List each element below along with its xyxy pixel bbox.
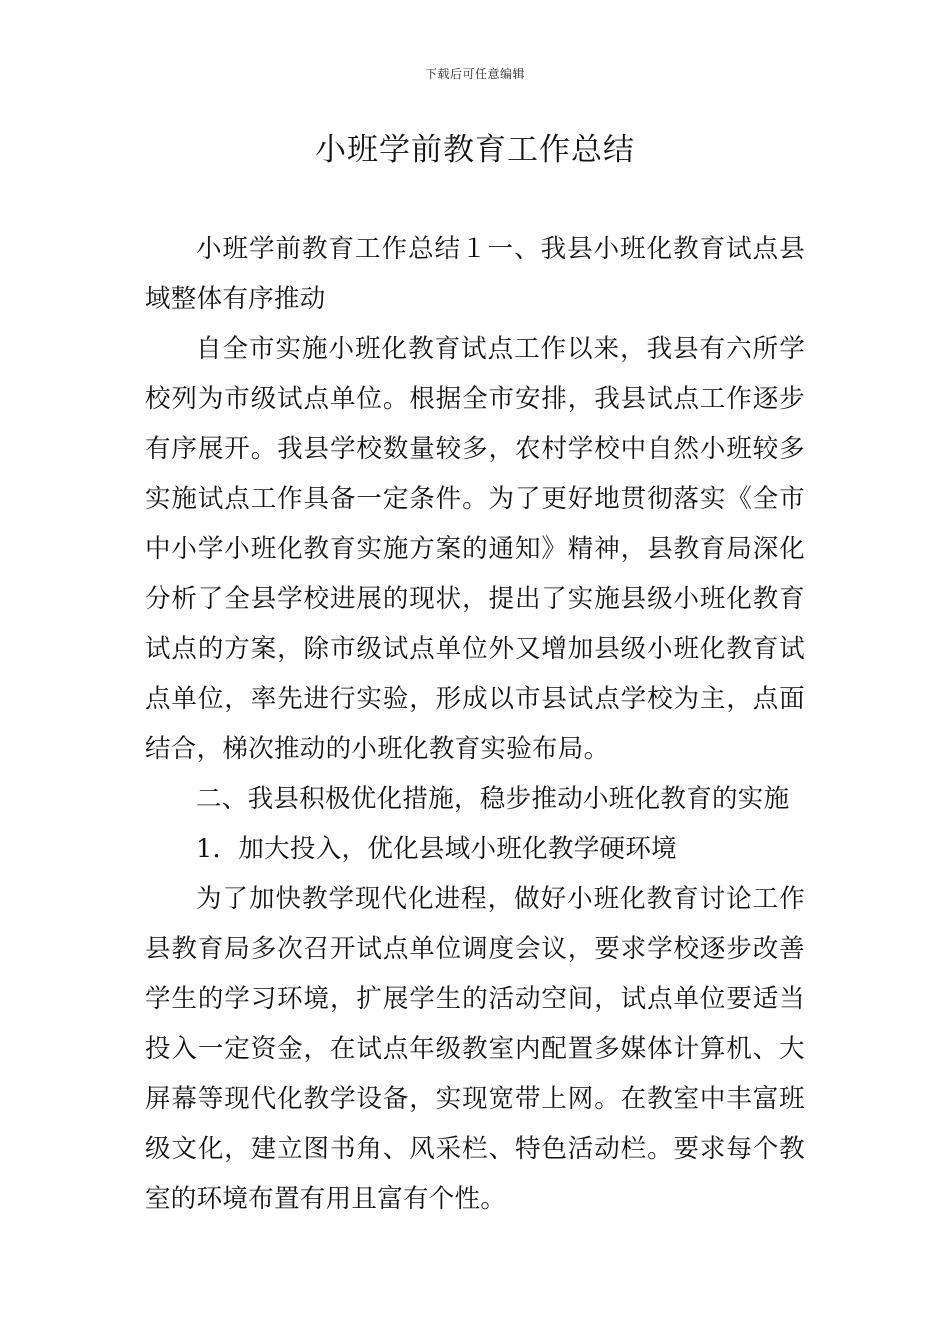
paragraph-subsection-one-heading: 1．加大投入，优化县域小班化教学硬环境 bbox=[196, 834, 677, 864]
header-note: 下载后可任意编辑 bbox=[424, 67, 525, 81]
document-title: 小班学前教育工作总结 bbox=[315, 132, 635, 168]
paragraph-intro-heading: 小班学前教育工作总结１一、我县小班化教育试点县域整体有序推动 bbox=[145, 234, 805, 314]
document-body bbox=[145, 224, 805, 1224]
paragraph-section-two-heading: 二、我县积极优化措施，稳步推动小班化教育的实施 bbox=[196, 784, 790, 814]
paragraph-investment: 为了加快教学现代化进程，做好小班化教育讨论工作县教育局多次召开试点单位调度会议，要求学校逐步改善学生的学习环境，扩展学生的活动空间，试点单位要适当投入一定资金，在试点年级教室内配置多媒体计算机、大屏幕等现代化教学设备，实现宽带上网。在教室中丰富班级文化，建立图书角、风采栏、特色活动栏。要求每个教室的环境布置有用且富有个性。 bbox=[145, 884, 805, 1214]
paragraph-background: 自全市实施小班化教育试点工作以来，我县有六所学校列为市级试点单位。根据全市安排，我县试点工作逐步有序展开。我县学校数量较多，农村学校中自然小班较多实施试点工作具备一定条件。为了更好地贯彻落实《全市中小学小班化教育实施方案的通知》精神，县教育局深化分析了全县学校进展的现状，提出了实施县级小班化教育试点的方案，除市级试点单位外又增加县级小班化教育试点单位，率先进行实验，形成以市县试点学校为主，点面结合，梯次推动的小班化教育实验布局。 bbox=[145, 334, 805, 764]
